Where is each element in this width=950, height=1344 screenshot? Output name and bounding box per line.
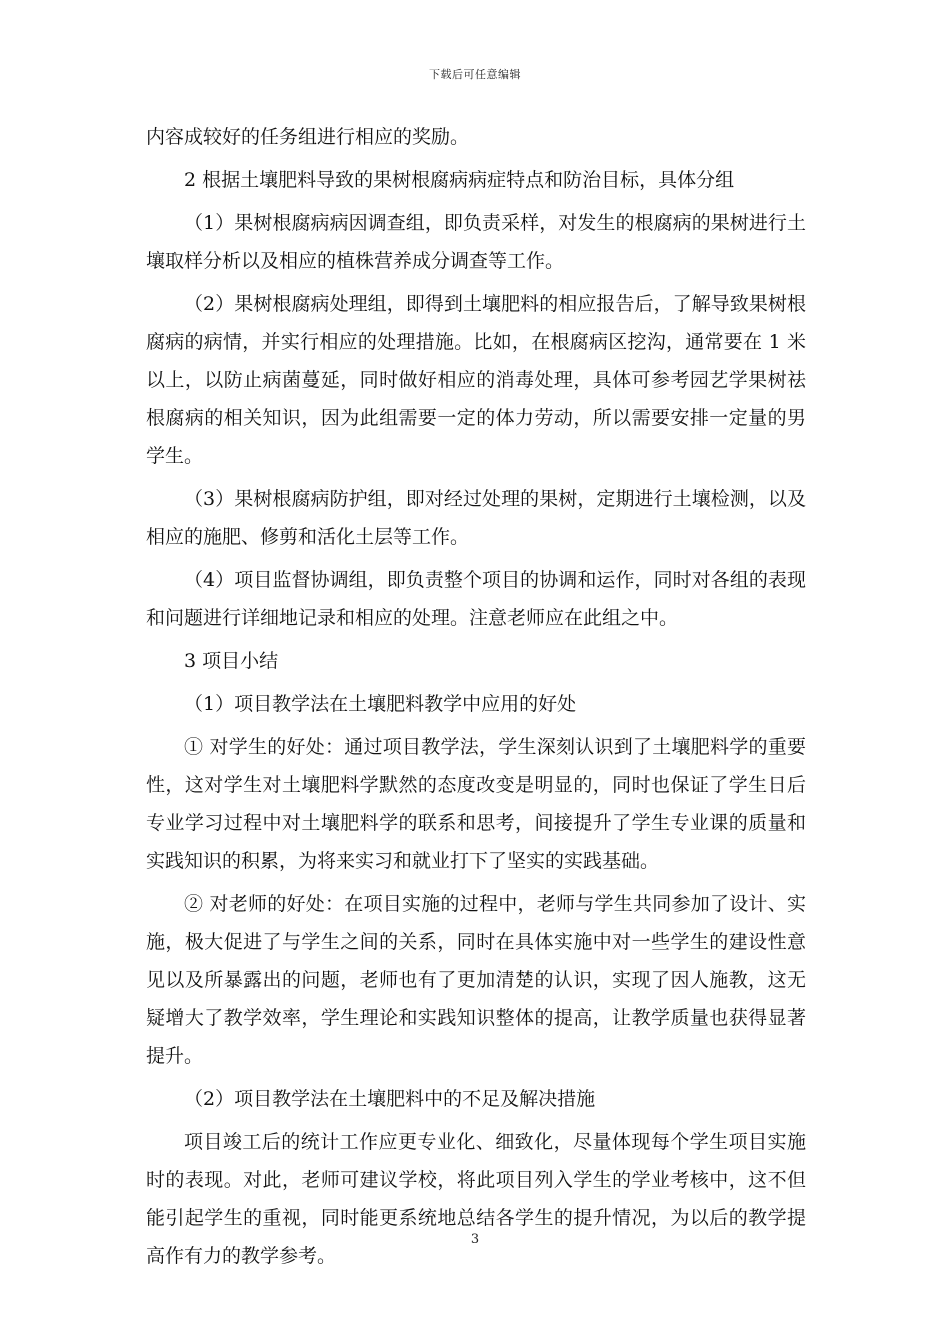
document-body <box>146 118 806 1275</box>
page-header: 下载后可任意编辑 <box>429 68 521 81</box>
list-item-group-4: （4）项目监督协调组，即负责整个项目的协调和运作，同时对各组的表现和问题进行详细地记录和相应的处理。注意老师应在此组之中。 <box>146 569 806 629</box>
list-item-group-1: （1）果树根腐病病因调查组，即负责采样，对发生的根腐病的果树进行土壤取样分析以及相应的植株营养成分调查等工作。 <box>146 212 806 272</box>
page-number: 3 <box>470 1232 480 1247</box>
subheading-benefits: （1）项目教学法在土壤肥料教学中应用的好处 <box>184 693 577 715</box>
list-item-group-3: （3）果树根腐病防护组，即对经过处理的果树，定期进行土壤检测，以及相应的施肥、修剪和活化土层等工作。 <box>146 488 806 548</box>
list-item-group-2: （2）果树根腐病处理组，即得到土壤肥料的相应报告后，了解导致果树根腐病的病情，并实行相应的处理措施。比如，在根腐病区挖沟，通常要在 1 米以上，以防止病菌蔓延，同时做好相应的消毒处理，具体可参考园艺学果树祛根腐病的相关知识，因为此组需要一定的体力劳动，所以需要安排一定量的男学生。 <box>146 293 806 467</box>
section-heading-grouping: 2 根据土壤肥料导致的果树根腐病病症特点和防治目标，具体分组 <box>184 169 735 191</box>
paragraph-teacher-benefits: ② 对老师的好处：在项目实施的过程中，老师与学生共同参加了设计、实施，极大促进了与学生之间的关系，同时在具体实施中对一些学生的建设性意见以及所暴露出的问题，老师也有了更加清楚的认识，实现了因人施教，这无疑增大了教学效率，学生理论和实践知识整体的提高，让教学质量也获得显著提升。 <box>146 893 806 1067</box>
paragraph-continuation: 内容成较好的任务组进行相应的奖励。 <box>146 126 470 148</box>
subheading-shortcomings: （2）项目教学法在土壤肥料中的不足及解决措施 <box>184 1088 596 1110</box>
paragraph-solutions: 项目竣工后的统计工作应更专业化、细致化，尽量体现每个学生项目实施时的表现。对此，老师可建议学校，将此项目列入学生的学业考核中，这不但能引起学生的重视，同时能更系统地总结各学生的提升情况，为以后的教学提高作有力的教学参考。 <box>146 1131 806 1267</box>
paragraph-student-benefits: ① 对学生的好处：通过项目教学法，学生深刻认识到了土壤肥料学的重要性，这对学生对土壤肥料学默然的态度改变是明显的，同时也保证了学生日后专业学习过程中对土壤肥料学的联系和思考，间接提升了学生专业课的质量和实践知识的积累，为将来实习和就业打下了坚实的实践基础。 <box>146 736 806 872</box>
section-heading-summary: 3 项目小结 <box>184 650 279 672</box>
